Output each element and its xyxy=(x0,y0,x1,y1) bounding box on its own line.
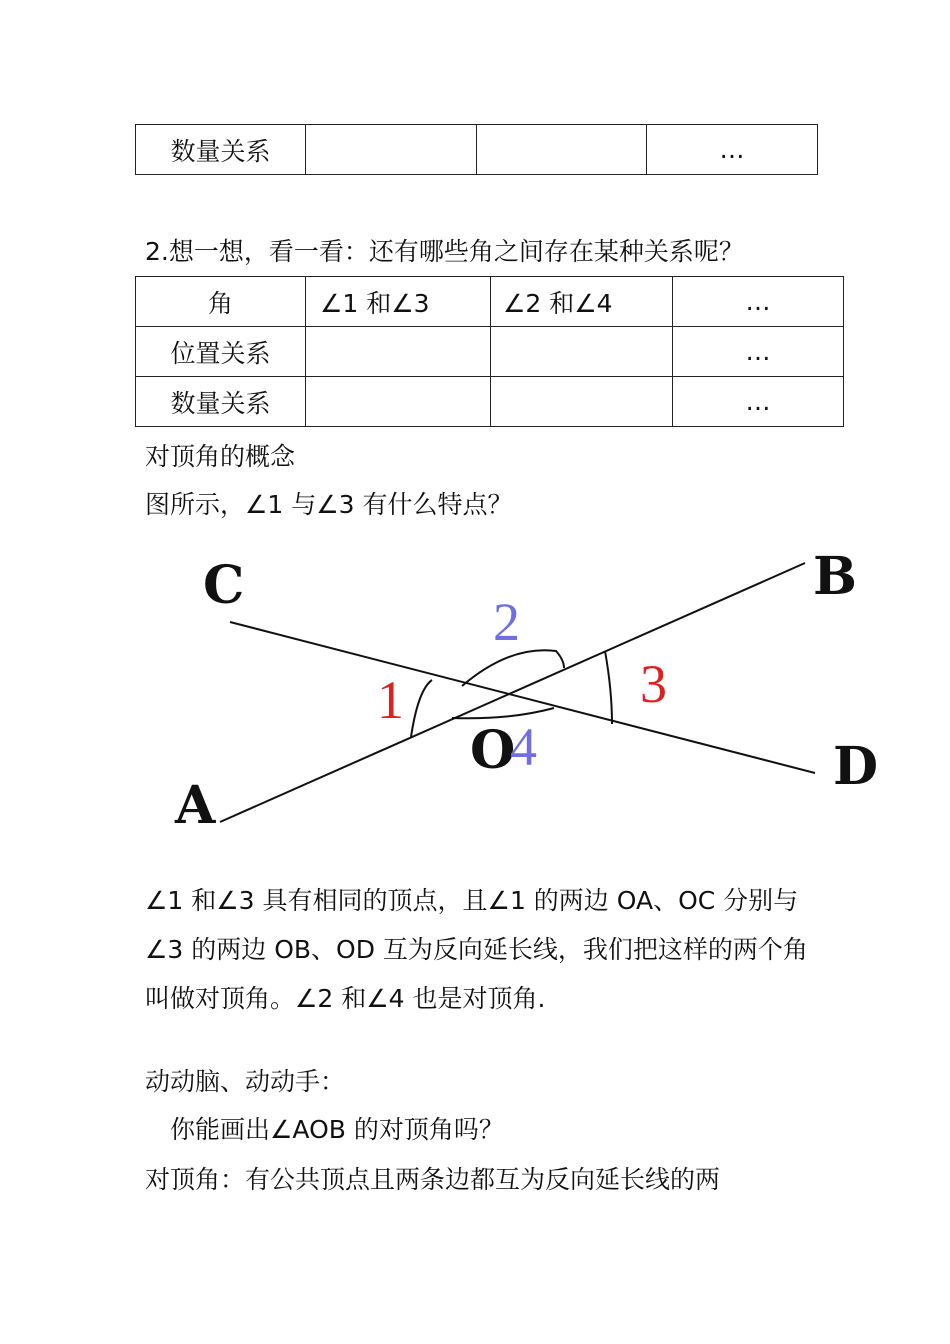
activity-title: 动动脑、动动手： xyxy=(145,1067,346,1096)
table-cell: … xyxy=(647,125,818,175)
activity-question: 你能画出∠AOB 的对顶角吗？ xyxy=(170,1115,504,1144)
table-cell xyxy=(306,377,491,427)
table-cell: 数量关系 xyxy=(136,377,306,427)
table-cell xyxy=(477,125,647,175)
vertical-angles-figure xyxy=(0,540,950,840)
table-row xyxy=(136,377,844,427)
table-cell: … xyxy=(673,327,844,377)
angle-2-arc xyxy=(462,650,564,686)
angle-2-label: 2 xyxy=(493,592,520,652)
point-b-label: B xyxy=(813,546,857,607)
table-row xyxy=(136,327,844,377)
explanation-paragraph: ∠1 和∠3 具有相同的顶点，且∠1 的两边 OA、OC 分别与∠3 的两边 OB、OD 互为反向延长线，我们把这样的两个角叫做对顶角。∠2 和∠4 也是对顶角. xyxy=(145,886,808,1013)
relation-table-top xyxy=(135,124,818,175)
angle-4-label: 4 xyxy=(510,717,537,777)
table-cell: … xyxy=(673,377,844,427)
table-cell xyxy=(491,377,673,427)
question-2: 2.想一想，看一看：还有哪些角之间存在某种关系呢？ xyxy=(145,237,744,266)
point-d-label: D xyxy=(833,736,879,797)
relation-table-2 xyxy=(135,276,844,427)
table-cell: 数量关系 xyxy=(136,125,306,175)
concept-title: 对顶角的概念 xyxy=(145,442,296,471)
table-row xyxy=(136,125,818,175)
point-c-label: C xyxy=(203,555,245,616)
table-cell: 位置关系 xyxy=(136,327,306,377)
table-cell xyxy=(306,125,477,175)
table-header-cell: … xyxy=(673,277,844,327)
angle-3-label: 3 xyxy=(640,654,667,714)
angle-3-arc xyxy=(605,651,612,724)
table-header-cell: 角 xyxy=(136,277,306,327)
angle-1-label: 1 xyxy=(377,670,404,730)
definition-text: 对顶角：有公共顶点且两条边都互为反向延长线的两 xyxy=(145,1165,721,1194)
figure-question: 图所示，∠1 与∠3 有什么特点？ xyxy=(145,490,513,519)
table-header-cell: ∠1 和∠3 xyxy=(306,277,491,327)
point-o-label: O xyxy=(470,720,516,781)
table-cell xyxy=(491,327,673,377)
table-cell xyxy=(306,327,491,377)
point-a-label: A xyxy=(175,775,216,836)
table-header-cell: ∠2 和∠4 xyxy=(491,277,673,327)
table-header-row xyxy=(136,277,844,327)
